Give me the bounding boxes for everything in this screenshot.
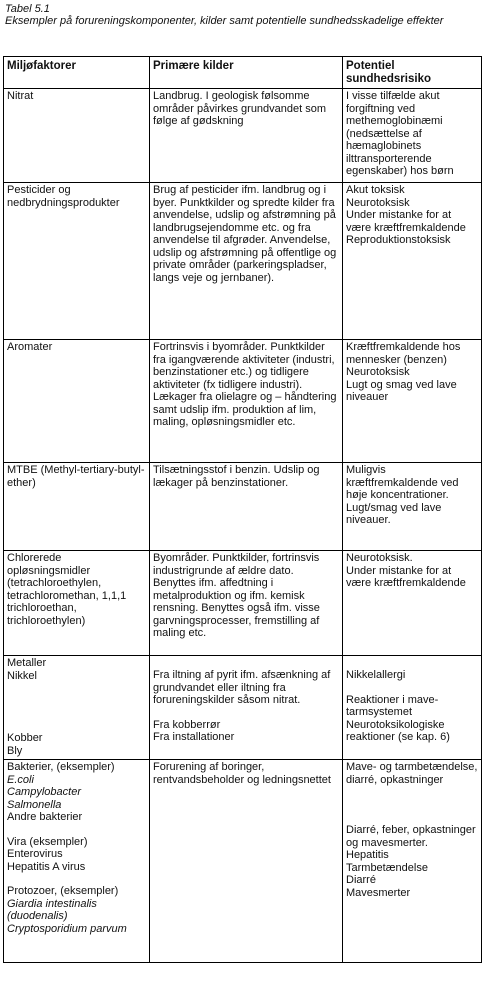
virus-hepatitis: Hepatitis A virus bbox=[7, 860, 86, 873]
risk-text: Under mistanke for at være kræftfremkaldende bbox=[346, 209, 466, 234]
risk-text: Under mistanke for at være kræftfremkaldende bbox=[346, 564, 466, 589]
microbes-factor-cell bbox=[4, 760, 150, 963]
sources-text: Brug af pesticider ifm. landbrug og i byer. Punktkilder og spredte kilder fra anvendelse, udslip og afstrømning på landbrugsejendomme etc. og fra anvendelse til afgrøder. Anvendelse, udslip og afstrømning på offentlige og private områder (parkeringspladser, langs veje og jernbaner). bbox=[153, 184, 337, 284]
risk-cell bbox=[343, 340, 482, 463]
header-row bbox=[4, 57, 482, 89]
virus-risk-1: Diarré, feber, opkastninger og mavesmerter. bbox=[346, 824, 476, 849]
metal-copper: Kobber bbox=[7, 732, 43, 744]
protozoa-heading: Protozoer, (eksempler) bbox=[7, 885, 119, 897]
copper-risk: Reaktioner i mave-tarmsystemet bbox=[346, 693, 439, 718]
metals-risk-cell bbox=[343, 656, 482, 760]
protozoa-duodenalis: (duodenalis) bbox=[7, 910, 68, 922]
table-caption bbox=[5, 3, 485, 27]
sources-cell bbox=[150, 463, 343, 551]
risk-text: Neurotoksisk bbox=[346, 366, 410, 378]
lead-risk: Neurotoksikologiske reaktioner (se kap. 6) bbox=[346, 718, 450, 743]
metal-lead: Bly bbox=[7, 744, 23, 757]
metals-factor-cell bbox=[4, 656, 150, 760]
risk-cell bbox=[343, 89, 482, 183]
bacteria-other: Andre bakterier bbox=[7, 811, 83, 823]
risk-text: Akut toksisk bbox=[346, 184, 405, 196]
sources-cell bbox=[150, 340, 343, 463]
metal-nickel: Nikkel bbox=[7, 669, 37, 682]
microbes-risk-cell bbox=[343, 760, 482, 963]
risk-text: Muligvis kræftfremkaldende ved høje koncentrationer. bbox=[346, 464, 459, 501]
risk-text: Kræftfremkaldende hos mennesker (benzen) bbox=[346, 341, 461, 366]
bacteria-risk: Mave- og tarmbetændelse, diarré, opkastninger bbox=[346, 761, 478, 786]
sources-text: Landbrug. I geologisk følsomme områder påvirkes grundvandet som følge af gødskning bbox=[153, 90, 327, 127]
sources-text: Byområder. Punktkilder, fortrinsvis industrigrunde af ældre dato. Benyttes ifm. affedtning i metalproduktion og ifm. kemisk rensning. Benyttes også ifm. visse garvningsprocesser, fremstilling af maling etc. bbox=[153, 552, 320, 639]
table-row-metals bbox=[4, 656, 482, 760]
virus-enterovirus: Enterovirus bbox=[7, 848, 63, 860]
virus-heading: Vira (eksempler) bbox=[7, 835, 88, 848]
table-row bbox=[4, 183, 482, 340]
header-factor: Miljøfaktorer bbox=[4, 57, 150, 89]
sources-cell bbox=[150, 551, 343, 656]
nickel-source: Fra iltning af pyrit ifm. afsænkning af grundvandet eller iltning fra forureningskilder såsom nitrat. bbox=[153, 669, 331, 706]
factor-cell bbox=[4, 551, 150, 656]
table-row bbox=[4, 463, 482, 551]
risk-text: I visse tilfælde akut forgiftning ved methemoglobinæmi (nedsættelse af hæmaglobinets ilttransporterende egenskaber) hos børn bbox=[346, 90, 454, 177]
microbes-source-cell bbox=[150, 760, 343, 963]
risk-text: Lugt/smag ved lave niveauer. bbox=[346, 501, 442, 526]
table-row-microbes bbox=[4, 760, 482, 963]
sources-cell bbox=[150, 89, 343, 183]
bacteria-heading: Bakterier, (eksempler) bbox=[7, 761, 115, 773]
factor-text: MTBE (Methyl-tertiary-butyl-ether) bbox=[7, 464, 145, 489]
pollution-table bbox=[3, 56, 482, 963]
table-row bbox=[4, 551, 482, 656]
bacteria-ecoli: E.coli bbox=[7, 773, 34, 786]
header-sources: Primære kilder bbox=[150, 57, 343, 89]
caption-text: Eksempler på forureningskomponenter, kilder samt potentielle sundhedsskadelige effekter bbox=[5, 15, 444, 27]
factor-cell bbox=[4, 89, 150, 183]
factor-text: Pesticider og nedbrydningsprodukter bbox=[7, 184, 120, 209]
factor-text: Nitrat bbox=[7, 90, 34, 102]
risk-cell bbox=[343, 183, 482, 340]
caption-label: Tabel 5.1 bbox=[5, 3, 50, 15]
microbes-source: Forurening af boringer, rentvandsbeholder og ledningsnettet bbox=[153, 761, 331, 786]
risk-cell bbox=[343, 551, 482, 656]
protozoa-risk-3: Mavesmerter bbox=[346, 886, 411, 899]
factor-cell bbox=[4, 463, 150, 551]
risk-text: Lugt og smag ved lave niveauer bbox=[346, 378, 457, 403]
metals-source-cell bbox=[150, 656, 343, 760]
table-row bbox=[4, 340, 482, 463]
risk-cell bbox=[343, 463, 482, 551]
protozoa-crypto: Cryptosporidium parvum bbox=[7, 922, 127, 935]
table-row bbox=[4, 89, 482, 183]
factor-cell bbox=[4, 183, 150, 340]
sources-text: Fortrinsvis i byområder. Punktkilder fra igangværende aktiviteter (industri, benzinstationer etc.) og tidligere aktiviteter (fx tidligere industri). Lækager fra olielagre og – håndtering samt udslip ifm. produktion af lim, maling, opløsningsmidler etc. bbox=[153, 341, 337, 428]
risk-text: Neurotoksisk. bbox=[346, 552, 413, 564]
metals-heading: Metaller bbox=[7, 657, 47, 669]
risk-text: Neurotoksisk bbox=[346, 196, 410, 209]
factor-text: Aromater bbox=[7, 341, 53, 353]
protozoa-risk-2: Diarré bbox=[346, 874, 376, 886]
lead-source: Fra installationer bbox=[153, 731, 235, 743]
bacteria-campylobacter: Campylobacter bbox=[7, 786, 81, 798]
factor-text: Chlorerede opløsningsmidler (tetrachloroethylen, tetrachloromethan, 1,1,1 trichloroethan, trichloroethylen) bbox=[7, 552, 127, 627]
nickel-risk: Nikkelallergi bbox=[346, 669, 406, 681]
protozoa-giardia: Giardia intestinalis bbox=[7, 897, 97, 910]
risk-text: Reproduktionstoksisk bbox=[346, 234, 451, 246]
copper-source: Fra kobberrør bbox=[153, 718, 221, 731]
bacteria-salmonella: Salmonella bbox=[7, 798, 62, 811]
virus-risk-2: Hepatitis bbox=[346, 849, 389, 861]
sources-cell bbox=[150, 183, 343, 340]
header-risk: Potentiel sundhedsrisiko bbox=[343, 57, 482, 89]
factor-cell bbox=[4, 340, 150, 463]
sources-text: Tilsætningsstof i benzin. Udslip og lækager på benzinstationer. bbox=[153, 464, 320, 489]
protozoa-risk-1: Tarmbetændelse bbox=[346, 861, 428, 874]
